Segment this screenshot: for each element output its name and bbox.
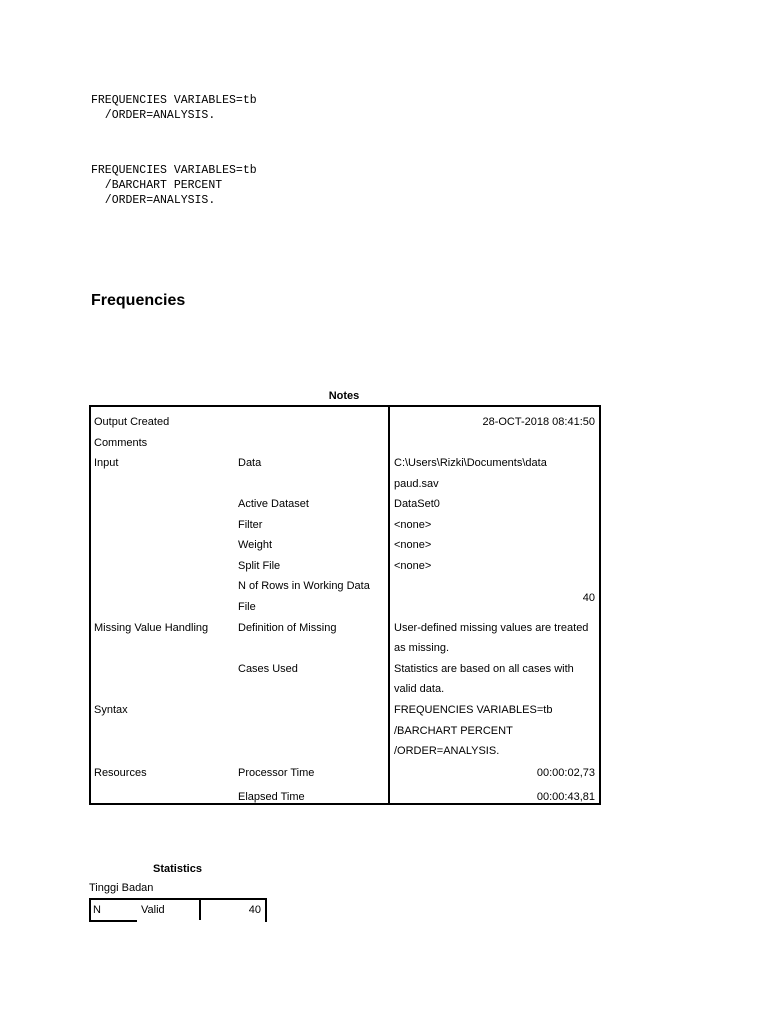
notes-cell-c2: File (238, 601, 256, 613)
notes-table (89, 405, 601, 805)
notes-rows-value: 40 (582, 592, 595, 604)
notes-cell-c2: Elapsed Time (238, 791, 305, 803)
notes-cell-c3: /ORDER=ANALYSIS. (394, 745, 500, 757)
notes-cell-c1: Resources (94, 767, 147, 779)
notes-cell-c2: Definition of Missing (238, 622, 337, 634)
notes-cell-c2: Processor Time (238, 767, 315, 779)
notes-table-divider (388, 407, 390, 803)
section-heading: Frequencies (91, 292, 186, 309)
notes-cell-c2: N of Rows in Working Data (238, 580, 370, 592)
notes-cell-c3: DataSet0 (394, 498, 440, 510)
notes-cell-c3: <none> (394, 539, 432, 551)
notes-cell-c2: Data (238, 457, 262, 469)
statistics-row-value: 40 (248, 904, 261, 916)
notes-cell-c3: paud.sav (394, 478, 439, 490)
notes-cell-c1: Missing Value Handling (94, 622, 209, 634)
notes-cell-c3: User-defined missing values are treated (394, 622, 589, 634)
notes-cell-c1: Input (94, 457, 119, 469)
notes-cell-c3: <none> (394, 519, 432, 531)
notes-cell-c3: /BARCHART PERCENT (394, 725, 513, 737)
notes-cell-c2: Filter (238, 519, 263, 531)
notes-cell-c2: Weight (238, 539, 273, 551)
notes-cell-c3: C:\Users\Rizki\Documents\data (394, 457, 547, 469)
notes-cell-c1: Comments (94, 437, 148, 449)
statistics-subtitle: Tinggi Badan (89, 882, 154, 894)
statistics-row-label: N (93, 904, 101, 916)
notes-cell-c2: Split File (238, 560, 281, 572)
syntax-block-2: FREQUENCIES VARIABLES=tb /BARCHART PERCENT /ORDER=ANALYSIS. (91, 164, 257, 207)
notes-cell-c2: Cases Used (238, 663, 298, 675)
notes-cell-c3: Statistics are based on all cases with (394, 663, 574, 675)
statistics-table-title: Statistics (153, 863, 202, 875)
notes-cell-c3: as missing. (394, 642, 450, 654)
notes-cell-c3: <none> (394, 560, 432, 572)
notes-cell-c1: Syntax (94, 704, 128, 716)
syntax-block-1: FREQUENCIES VARIABLES=tb /ORDER=ANALYSIS. (91, 94, 257, 122)
notes-cell-c3: FREQUENCIES VARIABLES=tb (394, 704, 553, 716)
notes-cell-c3: 28-OCT-2018 08:41:50 (482, 416, 595, 428)
statistics-row-sublabel: Valid (141, 904, 165, 916)
notes-cell-c3: 00:00:02,73 (536, 767, 595, 779)
notes-cell-c3: valid data. (394, 683, 445, 695)
notes-cell-c3: 00:00:43,81 (536, 791, 595, 803)
notes-cell-c1: Output Created (94, 416, 170, 428)
notes-table-title: Notes (328, 390, 360, 402)
notes-cell-c2: Active Dataset (238, 498, 309, 510)
statistics-table (89, 898, 267, 922)
